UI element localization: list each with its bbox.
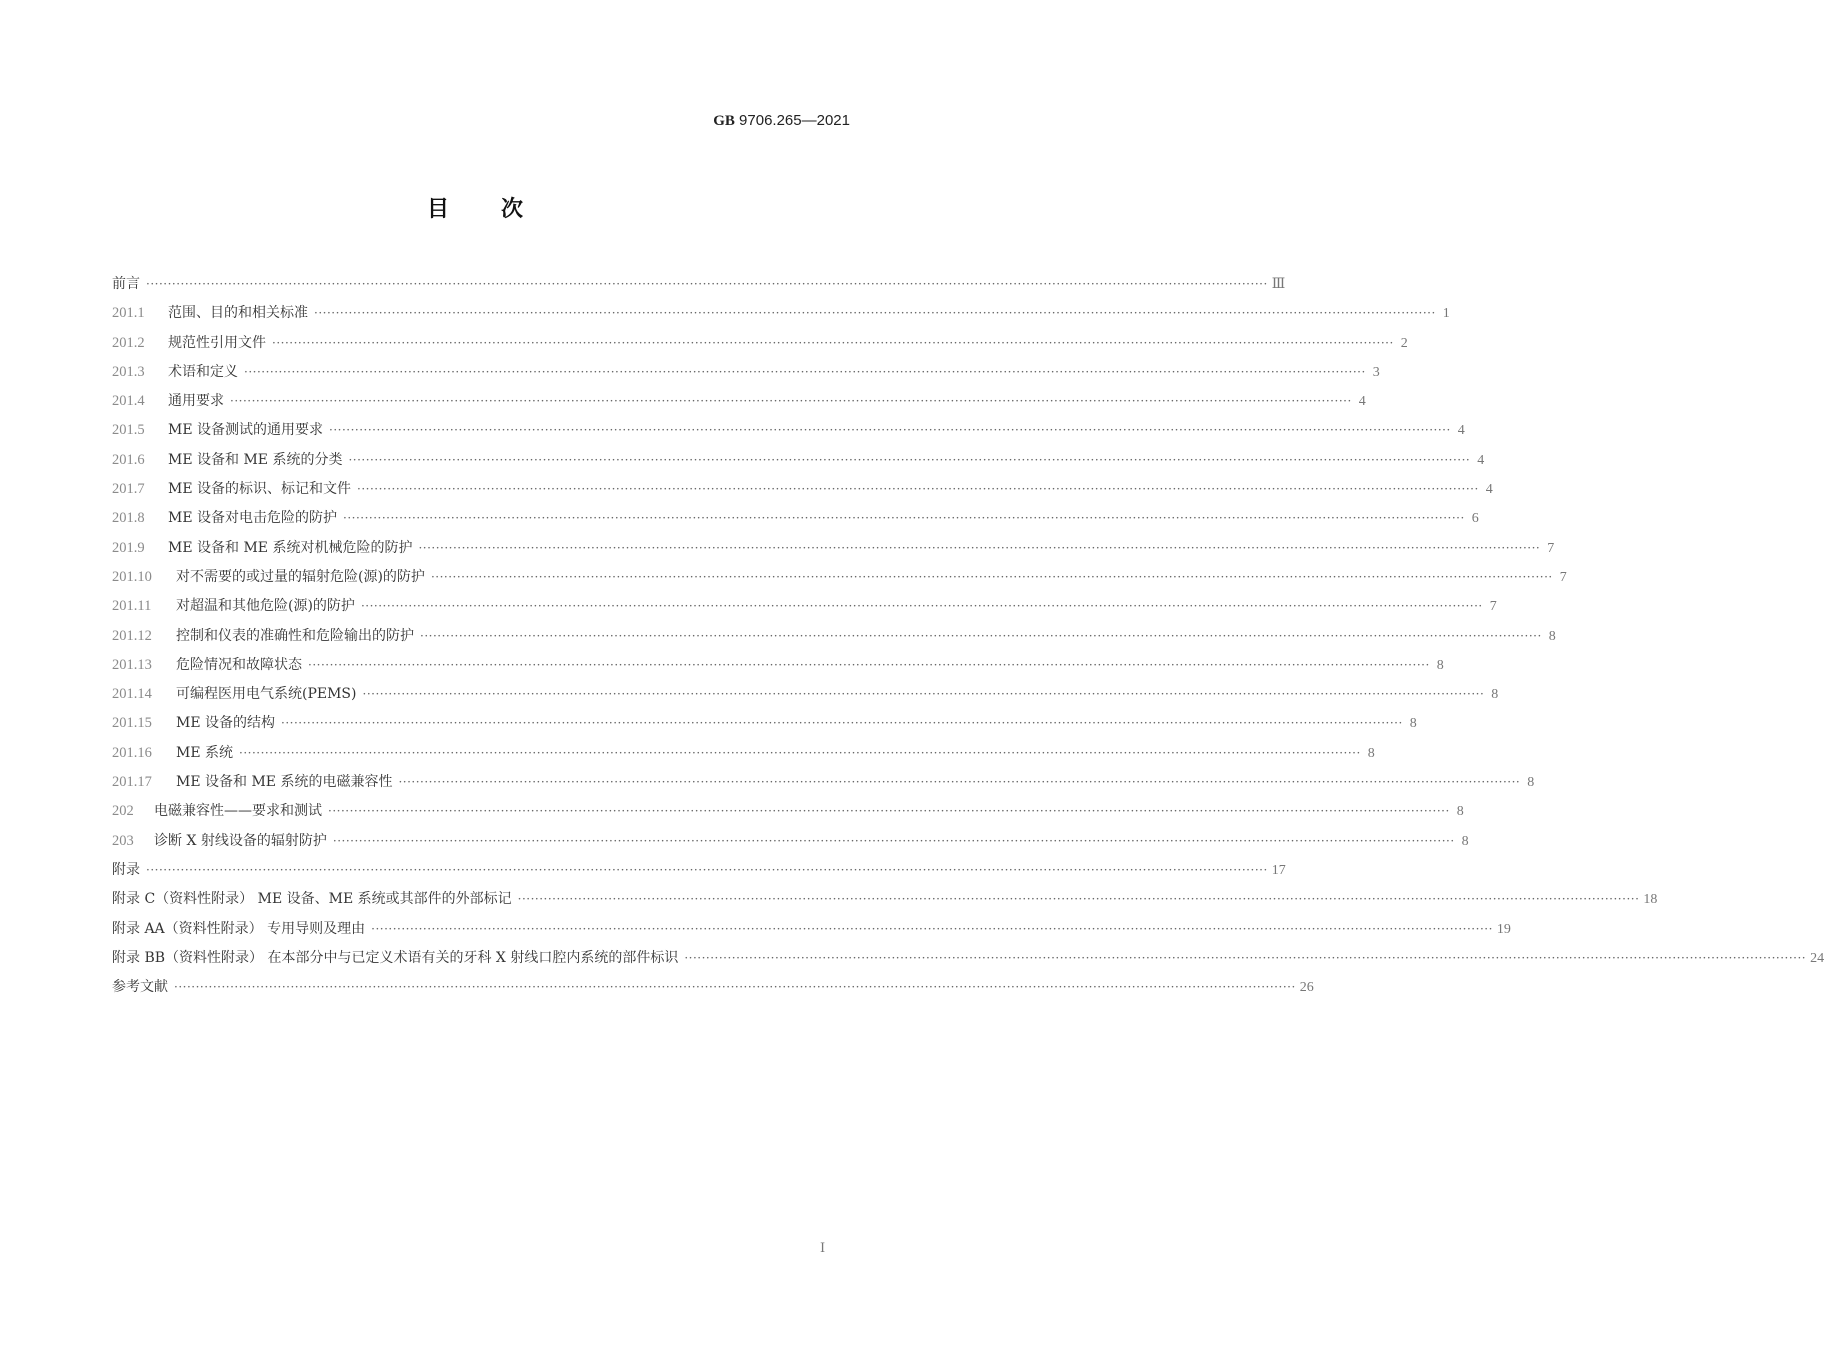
toc-leader-dots: ···································································································································································································································································· — [239, 745, 1361, 760]
toc-entry[interactable] — [112, 475, 1493, 504]
toc-entry-page: 6 — [1471, 511, 1479, 527]
toc-entry-title: 规范性引用文件 — [168, 334, 266, 351]
toc-entry-page: 17 — [1271, 862, 1286, 878]
toc-entry-title: 参考文献 — [112, 979, 168, 996]
toc-leader-dots: ···································································································································································································································································· — [174, 980, 1296, 995]
toc-entry-number: 201.9 — [112, 539, 145, 556]
toc-entry-page: 8 — [1436, 657, 1444, 673]
toc-leader-dots: ···································································································································································································································································· — [281, 716, 1403, 731]
toc-entry-number: 201.10 — [112, 568, 152, 585]
toc-entry-title: ME 设备测试的通用要求 — [168, 422, 324, 439]
toc-entry-page: 18 — [1643, 892, 1658, 908]
toc-entry-number: 201.7 — [112, 481, 145, 498]
toc-entry-title: 电磁兼容性——要求和测试 — [154, 803, 322, 820]
toc-entry-page: 4 — [1457, 423, 1465, 439]
toc-entry[interactable] — [112, 885, 1658, 914]
toc-entry-title: ME 系统 — [176, 744, 234, 761]
toc-leader-dots: ···································································································································································································································································· — [517, 892, 1640, 907]
toc-entry-page: 4 — [1358, 394, 1366, 410]
toc-entry[interactable] — [112, 592, 1497, 621]
toc-entry-page: 4 — [1485, 482, 1493, 498]
toc-entry-number: 201.14 — [112, 686, 152, 703]
toc-entry-number: 201.1 — [112, 305, 145, 322]
toc-entry-number: 203 — [112, 832, 134, 849]
toc-entry-page: 1 — [1442, 306, 1450, 322]
toc-entry[interactable] — [112, 358, 1380, 387]
toc-entry-title: 控制和仪表的准确性和危险输出的防护 — [176, 627, 414, 644]
toc-entry-title: 范围、目的和相关标准 — [168, 305, 308, 322]
toc-entry-page: 8 — [1456, 804, 1464, 820]
toc-entry-page: 8 — [1461, 833, 1469, 849]
toc-entry-title: 对不需要的或过量的辐射危险(源)的防护 — [176, 568, 425, 585]
toc-entry-number: 201.16 — [112, 744, 152, 761]
toc-entry-title: ME 设备的标识、标记和文件 — [168, 481, 352, 498]
toc-entry-page: 26 — [1299, 980, 1314, 996]
toc-leader-dots: ···································································································································································································································································· — [146, 277, 1268, 291]
toc-entry-number: 201.11 — [112, 598, 152, 615]
toc-entry-title: ME 设备和 ME 系统的电磁兼容性 — [176, 774, 393, 791]
toc-leader-dots: ···································································································································································································································································· — [328, 804, 1450, 819]
toc-entry-title: 诊断 X 射线设备的辐射防护 — [154, 832, 327, 849]
toc-entry-page: 24 — [1810, 950, 1824, 966]
toc-entry[interactable] — [112, 270, 1286, 299]
toc-entry[interactable] — [112, 827, 1469, 856]
standard-number — [713, 112, 850, 130]
toc-leader-dots: ···································································································································································································································································· — [430, 569, 1553, 584]
toc-entry-title: ME 设备和 ME 系统对机械危险的防护 — [168, 539, 413, 556]
page-title: 目次 — [426, 197, 575, 222]
toc-entry[interactable] — [112, 797, 1464, 826]
toc-entry-number: 201.12 — [112, 627, 152, 644]
standard-prefix: GB — [713, 113, 735, 129]
toc-entry-title: ME 设备对电击危险的防护 — [168, 510, 338, 527]
toc-entry[interactable] — [112, 709, 1417, 738]
toc-entry-title: 附录 AA（资料性附录） 专用导则及理由 — [112, 920, 366, 937]
toc-leader-dots: ···································································································································································································································································· — [329, 423, 1451, 438]
toc-leader-dots: ···································································································································································································································································· — [244, 364, 1366, 379]
toc-entry-page: 7 — [1547, 540, 1555, 556]
toc-entry-number: 201.5 — [112, 422, 145, 439]
toc-leader-dots: ···································································································································································································································································· — [362, 687, 1485, 702]
toc-entry[interactable] — [112, 944, 1824, 973]
toc-entry[interactable] — [112, 387, 1366, 416]
toc-leader-dots: ···································································································································································································································································· — [348, 452, 1471, 467]
toc-leader-dots: ···································································································································································································································································· — [308, 657, 1430, 672]
toc-entry-page: 7 — [1489, 599, 1497, 615]
toc-entry[interactable] — [112, 739, 1375, 768]
toc-entry-page: 8 — [1409, 716, 1417, 732]
table-of-contents — [112, 270, 1824, 1002]
toc-entry[interactable] — [112, 446, 1485, 475]
toc-entry-page: 8 — [1548, 628, 1556, 644]
toc-entry-page: 2 — [1400, 335, 1408, 351]
toc-entry-page: 7 — [1559, 569, 1567, 585]
toc-entry-title: 附录 — [112, 861, 140, 878]
toc-entry-title: ME 设备和 ME 系统的分类 — [168, 451, 343, 468]
toc-leader-dots: ···································································································································································································································································· — [357, 482, 1479, 497]
toc-entry-title: 危险情况和故障状态 — [176, 656, 302, 673]
toc-entry-page: 19 — [1496, 921, 1511, 937]
toc-entry-page: 3 — [1372, 364, 1380, 380]
toc-entry-number: 201.6 — [112, 451, 145, 468]
toc-entry-number: 201.13 — [112, 656, 152, 673]
toc-entry[interactable] — [112, 329, 1408, 358]
toc-leader-dots: ···································································································································································································································································· — [146, 862, 1268, 877]
toc-entry-title: 通用要求 — [168, 393, 224, 410]
page-number: Ⅰ — [820, 1240, 826, 1255]
toc-entry-page: Ⅲ — [1271, 277, 1286, 292]
toc-entry-title: 附录 C（资料性附录） ME 设备、ME 系统或其部件的外部标记 — [112, 891, 512, 908]
toc-entry[interactable] — [112, 651, 1444, 680]
toc-entry-page: 8 — [1367, 745, 1375, 761]
toc-entry-page: 8 — [1491, 687, 1499, 703]
toc-entry[interactable] — [112, 622, 1556, 651]
toc-entry-title: 附录 BB（资料性附录） 在本部分中与已定义术语有关的牙科 X 射线口腔内系统的部件标识 — [112, 949, 679, 966]
toc-entry[interactable] — [112, 680, 1499, 709]
toc-entry-title: ME 设备的结构 — [176, 715, 276, 732]
toc-entry-number: 201.15 — [112, 715, 152, 732]
toc-entry-number: 201.3 — [112, 363, 145, 380]
toc-entry-number: 202 — [112, 803, 134, 820]
toc-leader-dots: ···································································································································································································································································· — [332, 833, 1455, 848]
toc-leader-dots: ···································································································································································································································································· — [420, 628, 1542, 643]
standard-code: 9706.265—2021 — [734, 112, 850, 129]
toc-leader-dots: ···································································································································································································································································· — [418, 540, 1541, 555]
toc-leader-dots: ···································································································································································································································································· — [398, 775, 1521, 790]
toc-leader-dots: ···································································································································································································································································· — [360, 599, 1483, 614]
toc-entry-number: 201.4 — [112, 393, 145, 410]
toc-entry[interactable] — [112, 768, 1535, 797]
toc-leader-dots: ···································································································································································································································································· — [684, 950, 1807, 965]
toc-entry-number: 201.8 — [112, 510, 145, 527]
toc-entry-number: 201.2 — [112, 334, 145, 351]
toc-leader-dots: ···································································································································································································································································· — [343, 511, 1465, 526]
toc-entry[interactable] — [112, 534, 1555, 563]
toc-entry-page: 4 — [1477, 452, 1485, 468]
toc-entry-page: 8 — [1527, 775, 1535, 791]
toc-leader-dots: ···································································································································································································································································· — [314, 306, 1436, 321]
toc-entry[interactable] — [112, 299, 1450, 328]
toc-entry-title: 术语和定义 — [168, 363, 238, 380]
toc-entry-title: 前言 — [112, 276, 140, 292]
toc-entry-title: 对超温和其他危险(源)的防护 — [176, 598, 355, 615]
toc-entry[interactable] — [112, 563, 1567, 592]
toc-leader-dots: ···································································································································································································································································· — [272, 335, 1394, 350]
toc-entry[interactable] — [112, 856, 1286, 885]
toc-entry[interactable] — [112, 973, 1314, 1002]
toc-leader-dots: ···································································································································································································································································· — [371, 921, 1493, 936]
toc-leader-dots: ···································································································································································································································································· — [230, 394, 1352, 409]
toc-entry[interactable] — [112, 416, 1465, 445]
toc-entry-title: 可编程医用电气系统(PEMS) — [176, 686, 357, 703]
toc-entry-number: 201.17 — [112, 774, 152, 791]
toc-entry[interactable] — [112, 915, 1511, 944]
toc-entry[interactable] — [112, 504, 1479, 533]
